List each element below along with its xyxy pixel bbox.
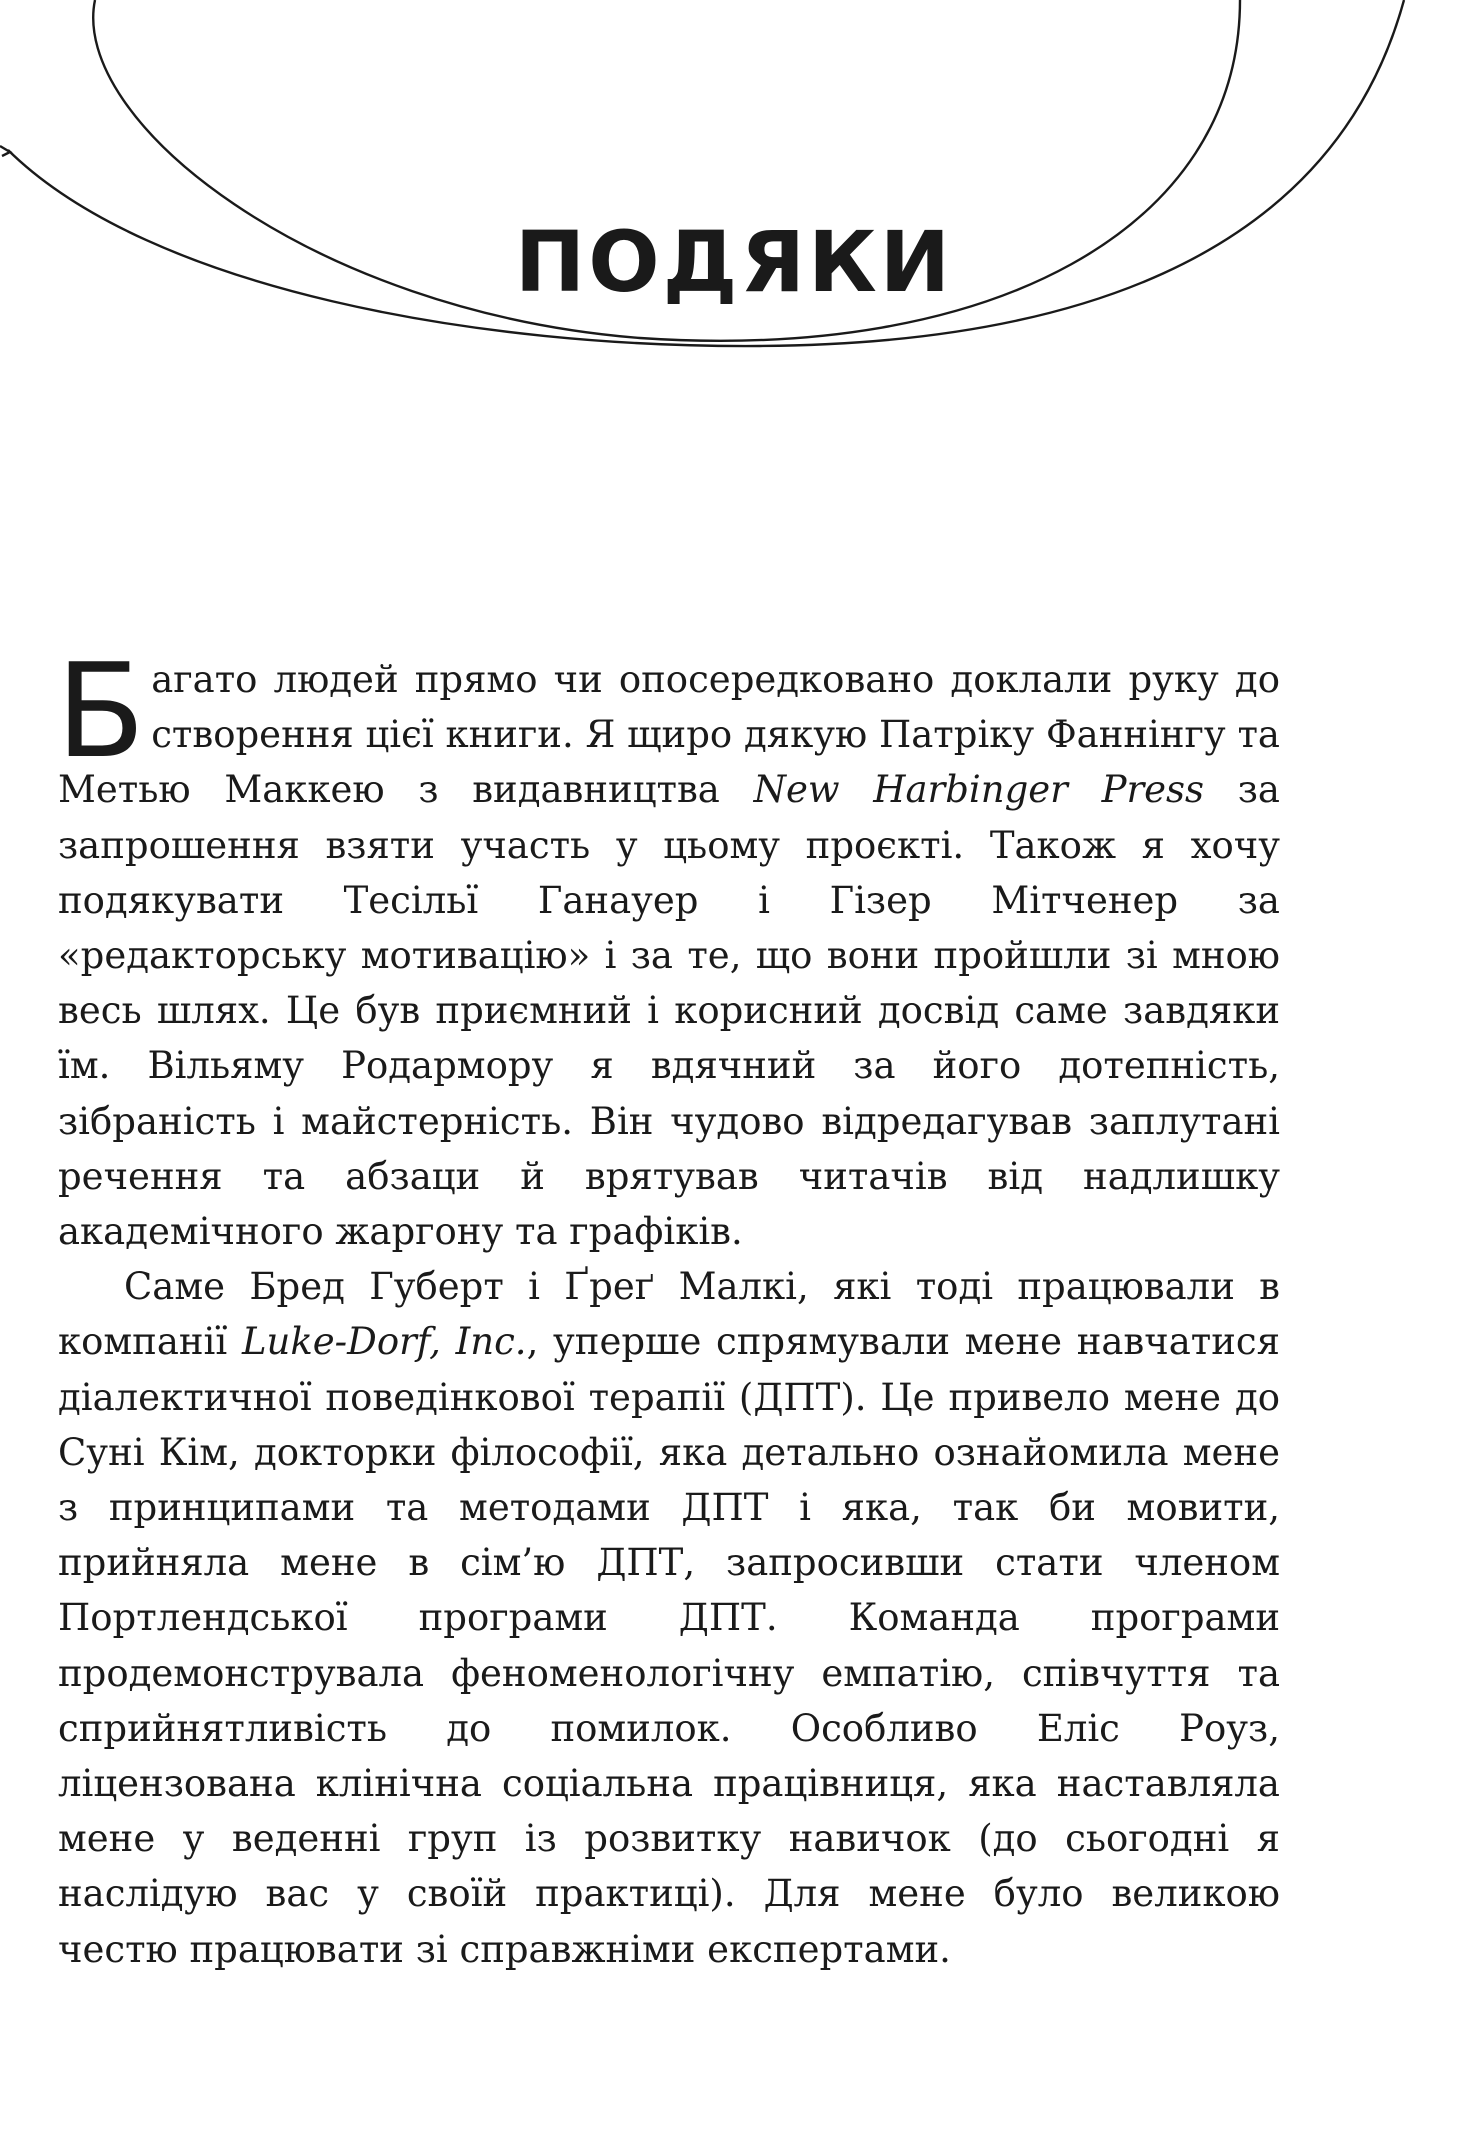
publisher-name: New Harbinger Press bbox=[753, 768, 1205, 812]
paragraph-2-text-b: , уперше спрямували мене навчатися діалектичної поведінкової терапії (ДПТ). Це привело мене до Суні Кім, докторки філософії, яка детально ознайомила мене з принципами та методами ДПТ і яка, так би мовити, прийняла мене в сім’ю ДПТ, запросивши стати членом Портлендської програми ДПТ. Команда програми продемонструвала феноменологічну емпатію, співчуття та сприйнятливість до помилок. Особливо Еліс Роуз, ліцензована клінічна соціальна працівниця, яка наставляла мене у веденні груп із розвитку навичок (до сьогодні я наслідую вас у своїй практиці). Для мене було великою честю працювати зі справжніми експертами. bbox=[58, 1320, 1280, 1971]
paragraph-1-text-a: агато людей прямо чи опосередковано доклали руку до створення цієї книги. Я щиро дякую Патріку Фаннінгу та Метью Маккею з видавництва bbox=[58, 658, 1280, 812]
page-title: ПОДЯКИ bbox=[514, 213, 954, 311]
small-loop-mark bbox=[0, 146, 10, 156]
company-name: Luke-Dorf, Inc. bbox=[241, 1320, 527, 1364]
paragraph-1 bbox=[56, 635, 1280, 1259]
acknowledgements-body bbox=[56, 635, 1280, 1977]
paragraph-2 bbox=[58, 1259, 1280, 1977]
paragraph-2-text-a: Саме Бред Губерт і Ґреґ Малкі, які тоді працювали в компанії bbox=[58, 1265, 1280, 1364]
paragraph-1-text-b: за запрошення взяти участь у цьому проєкті. Також я хочу подякувати Тесільї Ганауер і Гізер Мітченер за «редакторську мотивацію» і за те, що вони пройшли зі мною весь шлях. Це був приємний і корисний досвід саме завдяки їм. Вільяму Родармору я вдячний за його дотепність, зібраність і майстерність. Він чудово відредагував заплутані речення та абзаци й врятував читачів від надлишку академічного жаргону та графіків. bbox=[58, 768, 1280, 1254]
drop-cap: Б bbox=[56, 635, 146, 787]
